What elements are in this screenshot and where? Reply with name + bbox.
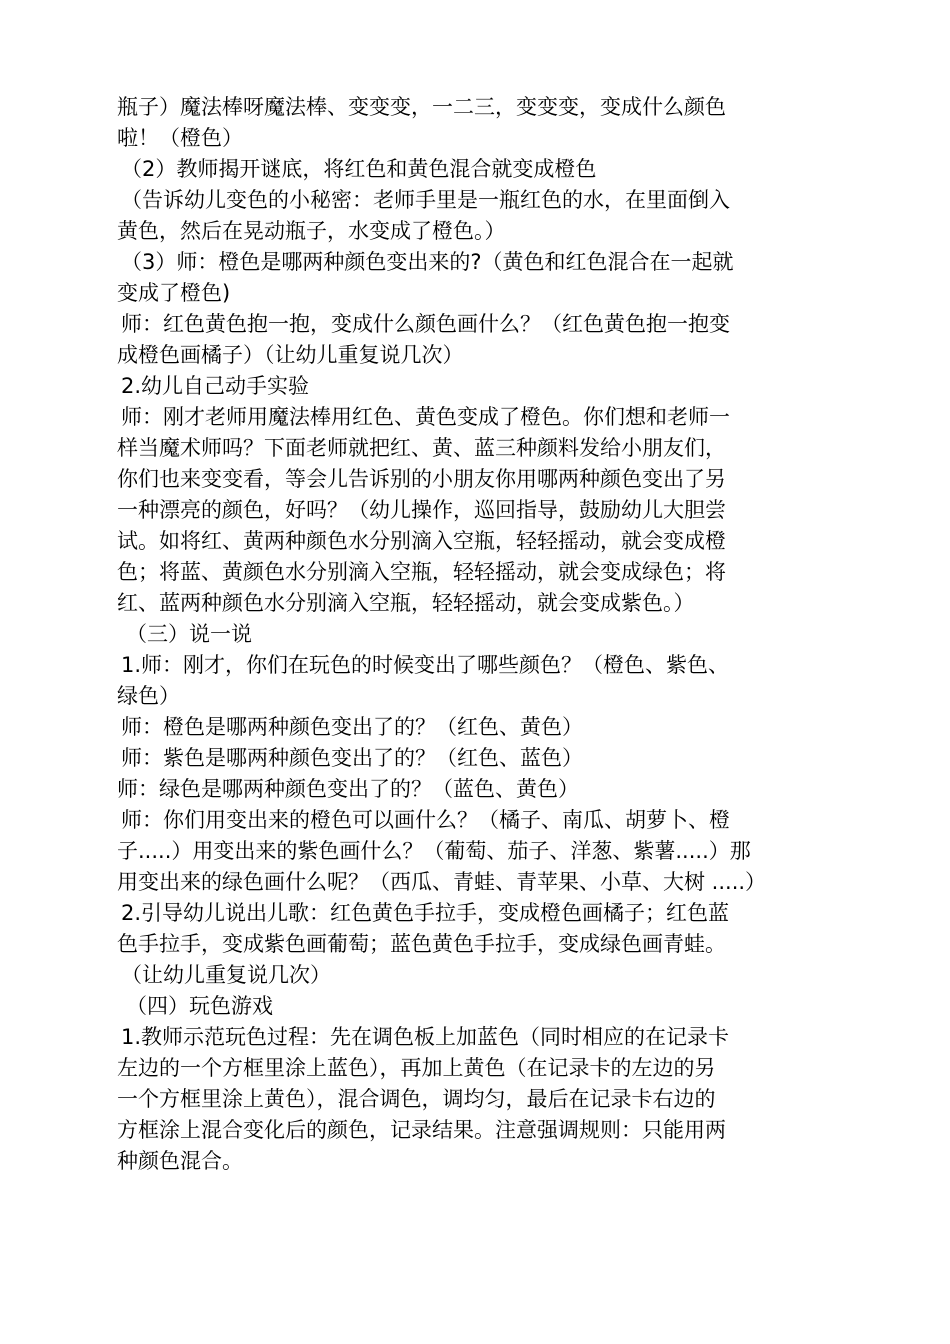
text-line: 1.师：刚才，你们在玩色的时候变出了哪些颜色？（橙色、紫色、 — [121, 653, 730, 677]
text-line: 你们也来变变看，等会儿告诉别的小朋友你用哪两种颜色变出了另 — [117, 467, 726, 491]
text-line: 师：红色黄色抱一抱，变成什么颜色画什么？（红色黄色抱一抱变 — [121, 312, 730, 336]
text-line: 一个方框里涂上黄色），混合调色，调均匀，最后在记录卡右边的 — [117, 1087, 716, 1111]
text-line: 啦！（橙色） — [117, 126, 243, 150]
text-line: 种颜色混合。 — [117, 1149, 243, 1173]
text-line: 左边的一个方框里涂上蓝色），再加上黄色（在记录卡的左边的另 — [117, 1056, 716, 1080]
document-body — [117, 92, 837, 1177]
text-line: （3）师：橙色是哪两种颜色变出来的?（黄色和红色混合在一起就 — [121, 250, 734, 274]
text-line: 成橙色画橘子）（让幼儿重复说几次） — [117, 343, 464, 367]
text-line: 瓶子）魔法棒呀魔法棒、变变变，一二三，变变变，变成什么颜色 — [117, 95, 726, 119]
text-line: 师：你们用变出来的橙色可以画什么？（橘子、南瓜、胡萝卜、橙 — [121, 808, 730, 832]
text-line: 黄色，然后在晃动瓶子，水变成了橙色。） — [117, 219, 506, 243]
text-line: 用变出来的绿色画什么呢？（西瓜、青蛙、青苹果、小草、大树 .....） — [117, 870, 767, 894]
text-line: （四）玩色游戏 — [126, 994, 273, 1018]
text-line: 师：紫色是哪两种颜色变出了的？（红色、蓝色） — [121, 746, 583, 770]
text-line: 师：刚才老师用魔法棒用红色、黄色变成了橙色。你们想和老师一 — [121, 405, 730, 429]
text-line: 师：绿色是哪两种颜色变出了的？（蓝色、黄色） — [117, 777, 579, 801]
text-line: （三）说一说 — [126, 622, 252, 646]
text-line: 样当魔术师吗？下面老师就把红、黄、蓝三种颜料发给小朋友们， — [117, 436, 726, 460]
text-line: 色；将蓝、黄颜色水分别滴入空瓶，轻轻摇动，就会变成绿色；将 — [117, 560, 726, 584]
text-line: 色手拉手，变成紫色画葡萄；蓝色黄色手拉手，变成绿色画青蛙。 — [117, 932, 726, 956]
text-line: 方框涂上混合变化后的颜色，记录结果。注意强调规则：只能用两 — [117, 1118, 726, 1142]
text-line: 2.幼儿自己动手实验 — [121, 374, 310, 398]
text-line: 师：橙色是哪两种颜色变出了的？（红色、黄色） — [121, 715, 583, 739]
text-line: 1.教师示范玩色过程：先在调色板上加蓝色（同时相应的在记录卡 — [121, 1025, 730, 1049]
text-line: 变成了橙色) — [117, 281, 231, 305]
text-line: 子.....）用变出来的紫色画什么？（葡萄、茄子、洋葱、紫薯.....）那 — [117, 839, 751, 863]
text-line: （让幼儿重复说几次） — [121, 963, 331, 987]
text-line: 试。如将红、黄两种颜色水分别滴入空瓶，轻轻摇动，就会变成橙 — [117, 529, 726, 553]
text-line: 2.引导幼儿说出儿歌：红色黄色手拉手，变成橙色画橘子；红色蓝 — [121, 901, 730, 925]
text-line: （2）教师揭开谜底，将红色和黄色混合就变成橙色 — [121, 157, 597, 181]
text-line: （告诉幼儿变色的小秘密：老师手里是一瓶红色的水，在里面倒入 — [121, 188, 730, 212]
text-line: 红、蓝两种颜色水分别滴入空瓶，轻轻摇动，就会变成紫色。） — [117, 591, 695, 615]
text-line: 一种漂亮的颜色，好吗？（幼儿操作，巡回指导，鼓励幼儿大胆尝 — [117, 498, 726, 522]
text-line: 绿色） — [117, 684, 180, 708]
